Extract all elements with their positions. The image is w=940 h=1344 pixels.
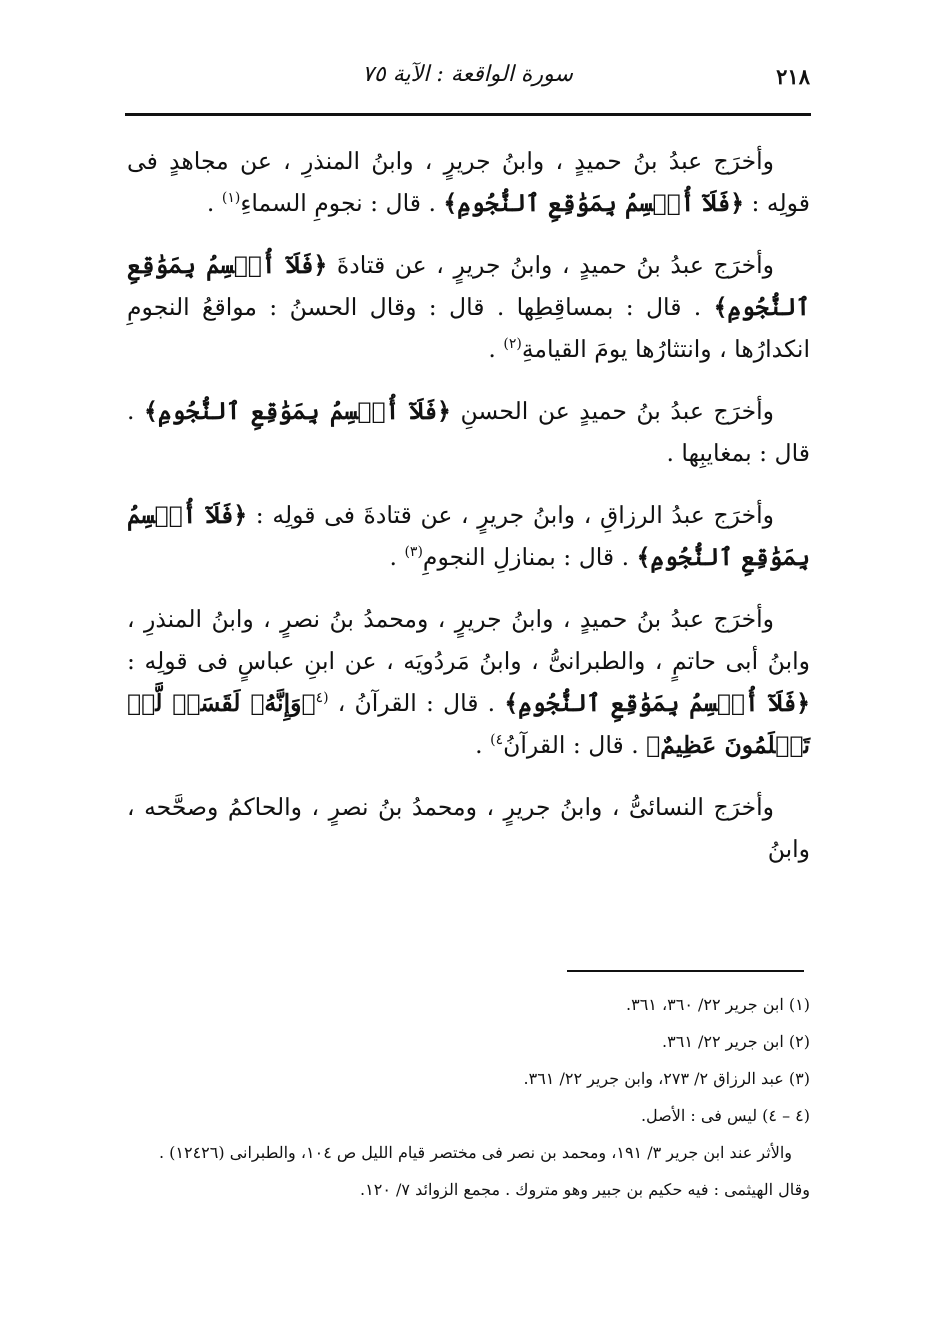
running-title: سورة الواقعة : الآية ٧٥ [362,62,573,87]
paragraph-text: . [475,731,491,759]
paragraph-1 [127,140,810,224]
paragraph-4 [127,494,810,578]
paragraph-text: . قال : بمساقِطِها . قال : وقال الحسنُ : مواقعُ النجومِ انكدارُها ، وانتثارُها يومَ القيامةِ [127,293,810,363]
quran-verse: ﴿فَلَآ أُقۡسِمُ بِمَوَٰقِعِ ٱلنُّجُومِ﴾ [443,189,744,217]
paragraph-text: . قال : نجومِ السماءِ [240,189,444,217]
footnote-3: (٣) عبد الرزاق ٢/ ٢٧٣، وابن جرير ٢٢/ ٣٦١. [523,1069,810,1088]
paragraph-text: وأخرَج النسائىُّ ، وابنُ جريرٍ ، ومحمدُ بنُ نصرٍ ، والحاكمُ وصحَّحه ، وابنُ [127,793,810,863]
paragraph-5 [127,598,810,766]
footnote-4: (٤ – ٤) ليس فى : الأصل. [640,1106,810,1125]
paragraph-6 [127,786,810,870]
paragraph-text: . [206,189,222,217]
paragraph-text: وأخرَج عبدُ بنُ حميدٍ ، وابنُ جريرٍ ، ومحمدُ بنُ نصرٍ ، وابنُ المنذرِ ، وابنُ أبى حاتمٍ ، والطبرانىُّ ، وابنُ مَردُويَه ، عن ابنِ عباسٍ فى قولِه : [127,605,810,675]
paragraph-text: وأخرَج عبدُ بنُ حميدٍ ، وابنُ جريرٍ ، وابنُ المنذرِ ، عن مجاهدٍ فى قولِه : [127,147,810,217]
footnotes [130,986,810,1208]
footnote-2: (٢) ابن جرير ٢٢/ ٣٦١. [662,1032,810,1051]
paragraph-text: . [389,543,405,571]
footnote-reference: (١) [221,190,241,207]
quran-verse: ﴿فَلَآ أُقۡسِمُ بِمَوَٰقِعِ ٱلنُّجُومِ﴾ [144,397,451,425]
quran-verse: ﴿وَإِنَّهُۥ لَقَسَمٞ لَّوۡ تَعۡلَمُونَ عَظِيمٌ﴾ [127,689,810,759]
paragraph-2 [127,244,810,370]
paragraph-text: . قال : بمنازلِ النجومِ [422,543,637,571]
page-header [125,60,810,104]
footnote-reference: (٣) [404,544,423,561]
quran-verse: ﴿فَلَآ أُقۡسِمُ بِمَوَٰقِعِ ٱلنُّجُومِ﴾ [504,689,810,717]
paragraph-text: . قال : القرآنُ [503,731,647,759]
paragraph-text: . قال : بمغايبِها . [127,397,810,467]
paragraph-text: وأخرَج عبدُ الرزاقِ ، وابنُ جريرٍ ، عن قتادةَ فى قولِه : [247,501,774,529]
quran-verse: ﴿فَلَآ أُقۡسِمُ بِمَوَٰقِعِ ٱلنُّجُومِ﴾ [127,251,810,321]
footnote-1: (١) ابن جرير ٢٢/ ٣٦٠، ٣٦١. [626,995,810,1014]
paragraph-3 [127,390,810,474]
footnote-rule [567,970,804,972]
header-rule [125,113,811,116]
paragraph-text: . [488,335,504,363]
page-number: ٢١٨ [776,64,810,89]
main-text [127,140,810,870]
footnote-reference: (٢) [503,336,522,353]
footnote-reference: ٤) [490,732,504,749]
paragraph-text: وأخرَج عبدُ بنُ حميدٍ ، وابنُ جريرٍ ، عن قتادةَ [327,251,774,279]
paragraph-text: وأخرَج عبدُ بنُ حميدٍ عن الحسنِ [450,397,774,425]
footnote-4-continuation: والأثر عند ابن جرير ٣/ ١٩١، ومحمد بن نصر فى مختصر قيام الليل ص ١٠٤، والطبرانى (١٢٤٢٦) . وقال الهيثمى : فيه حكيم بن جبير وهو متروك . مجمع الزوائد ٧/ ١٢٠. [158,1143,810,1199]
footnote-reference: (٤ [315,690,329,707]
quran-verse: ﴿فَلَآ أُقۡسِمُ بِمَوَٰقِعِ ٱلنُّجُومِ﴾ [127,501,810,571]
paragraph-text: . قال : القرآنُ ، [328,689,505,717]
